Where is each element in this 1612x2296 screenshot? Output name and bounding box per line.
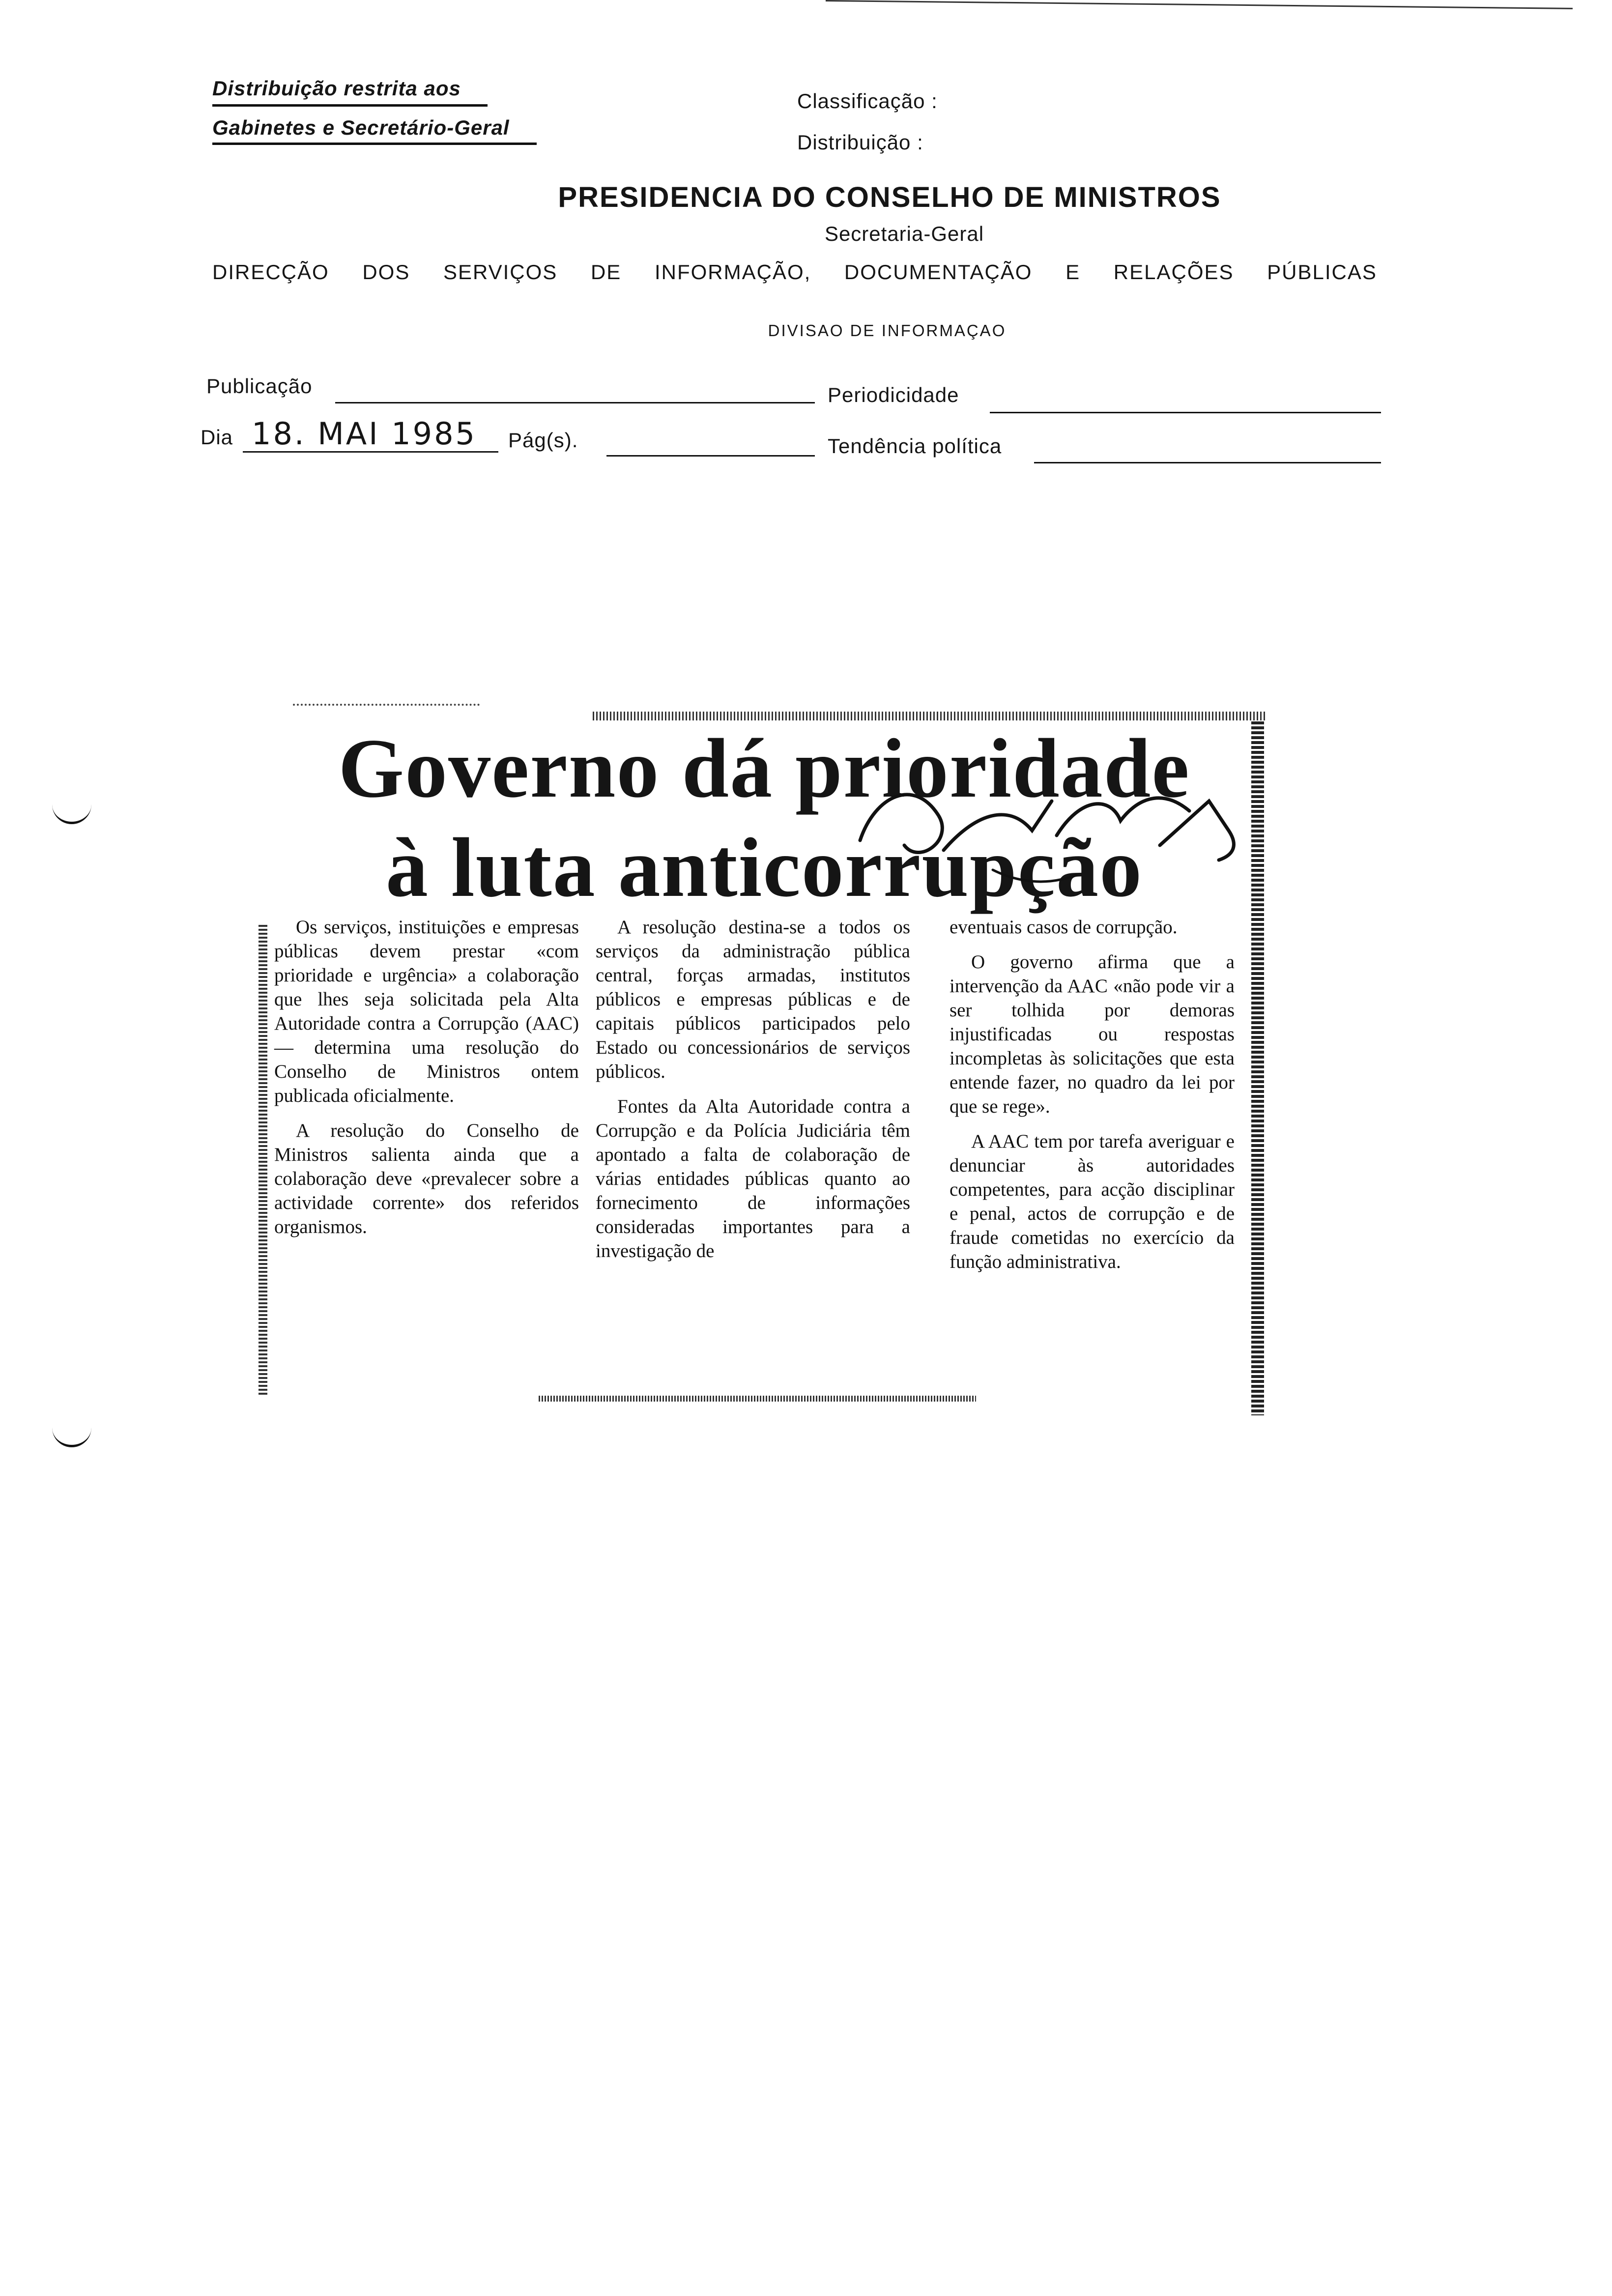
directorate-word: PÚBLICAS bbox=[1267, 260, 1377, 284]
directorate-word: SERVIÇOS bbox=[443, 260, 558, 284]
restricted-distribution-line1: Distribuição restrita aos bbox=[212, 77, 461, 100]
directorate-title bbox=[212, 260, 1377, 284]
political-tendency-line bbox=[1034, 462, 1381, 463]
publication-label: Publicação bbox=[206, 374, 313, 398]
directorate-word: INFORMAÇÃO, bbox=[654, 260, 811, 284]
article-paragraph: O governo afirma que a intervenção da AAC «não pode vir a ser tolhida por demoras injustificadas ou respostas incompletas às solicitações que esta entende fazer, no quadro da lei por que se rege». bbox=[950, 951, 1235, 1117]
directorate-word: RELAÇÕES bbox=[1113, 260, 1234, 284]
clipping-edge-top-left bbox=[293, 704, 480, 706]
periodicity-label: Periodicidade bbox=[828, 383, 959, 406]
political-tendency-label: Tendência política bbox=[828, 434, 1002, 458]
publication-line bbox=[335, 402, 815, 403]
underline-2 bbox=[212, 143, 537, 145]
headline-line2: à luta anticorrupção bbox=[385, 821, 1143, 915]
division-title: DIVISAO DE INFORMAÇAO bbox=[768, 321, 1007, 340]
article-paragraph: A resolução do Conselho de Ministros salienta ainda que a colaboração deve «prevalecer sobre a actividade corrente» dos referidos organismos. bbox=[274, 1120, 579, 1237]
classification-label: Classificação : bbox=[797, 89, 938, 113]
article-paragraph: A resolução destina-se a todos os serviços da administração pública central, forças armadas, institutos públicos e empresas públicas e de capitais públicos participados pelo Estado ou concessionários de serviços públicos. bbox=[596, 917, 910, 1082]
secretariat-title: Secretaria-Geral bbox=[824, 222, 984, 245]
day-line bbox=[243, 451, 498, 453]
restricted-distribution-line2: Gabinetes e Secretário-Geral bbox=[212, 116, 510, 139]
clipping-edge-top-right bbox=[593, 712, 1265, 720]
article-paragraph: eventuais casos de corrupção. bbox=[950, 917, 1178, 938]
punch-mark-lower bbox=[52, 1425, 91, 1447]
directorate-word: E bbox=[1065, 260, 1081, 284]
article-column-2 bbox=[596, 915, 910, 1274]
article-column-1 bbox=[274, 915, 579, 1250]
directorate-word: DOCUMENTAÇÃO bbox=[844, 260, 1033, 284]
directorate-word: DIRECÇÃO bbox=[212, 260, 329, 284]
presidency-title: PRESIDENCIA DO CONSELHO DE MINISTROS bbox=[558, 181, 1221, 213]
underline-1 bbox=[212, 104, 488, 107]
day-value-stamp: 18. MAI 1985 bbox=[252, 416, 477, 452]
periodicity-line bbox=[990, 412, 1381, 413]
article-paragraph: A AAC tem por tarefa averiguar e denunciar às autoridades competentes, para acção disciplinar e penal, actos de corrupção e de fraude cometidas no exercício da função administrativa. bbox=[950, 1131, 1235, 1272]
article-paragraph: Os serviços, instituições e empresas públicas devem prestar «com prioridade e urgência» a colaboração que lhes seja solicitada pela Alta Autoridade contra a Corrupção (AAC) — determina uma resolução do Conselho de Ministros ontem publicada oficialmente. bbox=[274, 917, 579, 1106]
clipping-edge-left bbox=[259, 925, 267, 1396]
headline-line1: Governo dá prioridade bbox=[338, 722, 1190, 815]
punch-mark-upper bbox=[52, 802, 91, 824]
clipping-edge-bottom bbox=[539, 1396, 976, 1402]
handwritten-annotation bbox=[845, 757, 1253, 904]
pages-line bbox=[606, 455, 815, 457]
article-column-3 bbox=[950, 915, 1235, 1285]
scan-edge-line bbox=[826, 0, 1573, 9]
distribution-label: Distribuição : bbox=[797, 131, 923, 154]
article-paragraph: Fontes da Alta Autoridade contra a Corrupção e da Polícia Judiciária têm apontado a falta de colaboração de várias entidades públicas quanto ao fornecimento de informações consideradas importantes para a investigação de bbox=[596, 1096, 910, 1262]
directorate-word: DE bbox=[590, 260, 622, 284]
day-label: Dia bbox=[201, 426, 233, 449]
pages-label: Pág(s). bbox=[508, 429, 578, 452]
directorate-word: DOS bbox=[362, 260, 410, 284]
